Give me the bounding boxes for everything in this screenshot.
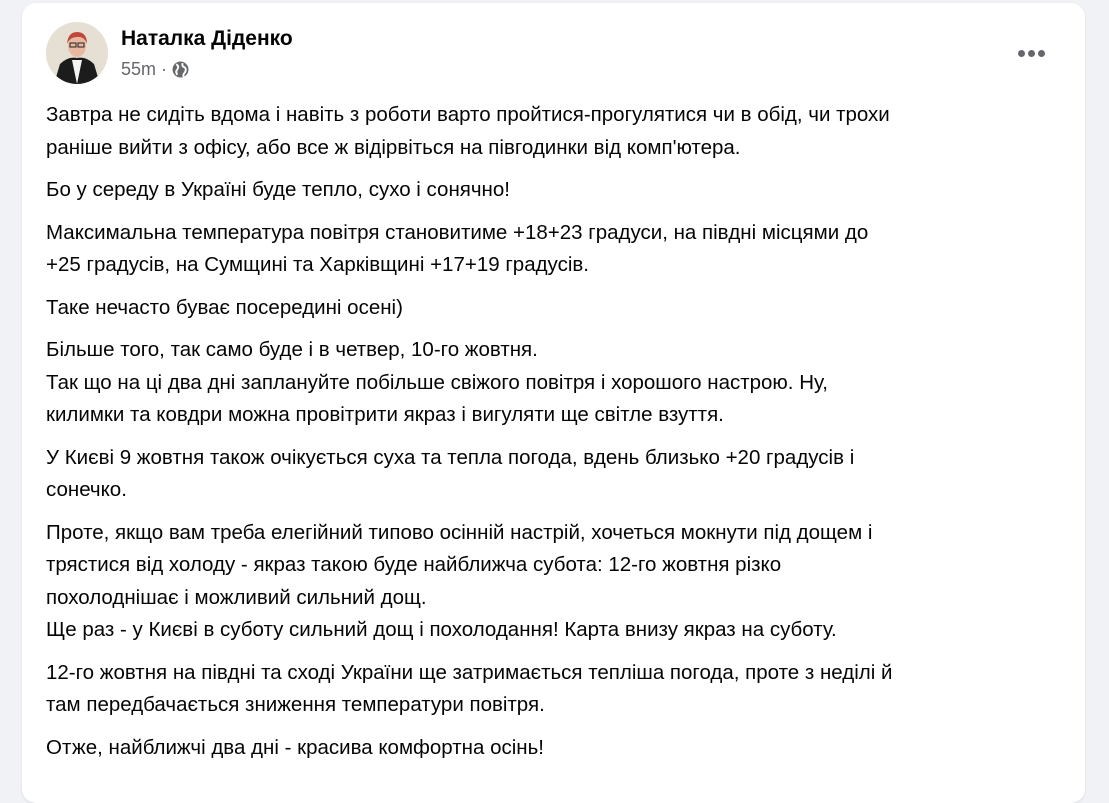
post-time[interactable]: 55m (121, 59, 157, 79)
post-paragraph: У Києві 9 жовтня також очікується суха та тепла погода, вдень близько +20 градусів і сонечко. (46, 445, 855, 501)
more-icon (1038, 50, 1045, 57)
post-paragraph: Проте, якщо вам треба елегійний типово осінній настрій, хочеться мокнути під дощем і трястися від холоду - якраз такою буде найближча субота: 12-го жовтня різко похолоднішає і можливий сильний дощ. Ще раз - у Києві в суботу сильний дощ і похолодання! Карта внизу якраз на суботу. (46, 520, 873, 641)
post-text (46, 99, 1066, 774)
avatar-photo (46, 22, 108, 84)
post-paragraph: Максимальна температура повітря становитиме +18+23 градуси, на півдні місцями до +25 градусів, на Сумщині та Харківщині +17+19 градусів. (46, 220, 869, 276)
more-options-button[interactable] (1014, 41, 1048, 65)
post-card (22, 3, 1085, 803)
post-paragraph: Завтра не сидіть вдома і навіть з роботи варто пройтися-прогулятися чи в обід, чи трохи раніше вийти з офісу, або все ж відірвіться на півгодинки від комп'ютера. (46, 103, 890, 159)
author-name[interactable]: Наталка Діденко (121, 27, 293, 50)
post-paragraph: Більше того, так само буде і в четвер, 10-го жовтня. Так що на ці два дні заплануйте побільше свіжого повітря і хорошого настрою. Ну, килимки та ковдри можна провітрити якраз і вигуляти ще світле взуття. (46, 338, 828, 426)
more-icon (1028, 50, 1035, 57)
post-paragraph: Отже, найближчі два дні - красива комфортна осінь! (46, 735, 544, 759)
more-icon (1018, 50, 1025, 57)
post-meta (121, 59, 189, 80)
meta-separator: · (161, 59, 168, 79)
post-paragraph: Таке нечасто буває посередині осені) (46, 295, 403, 319)
author-avatar[interactable] (46, 22, 108, 84)
post-paragraph: 12-го жовтня на півдні та сході України ще затримається тепліша погода, проте з неділі й там передбачається зниження температури повітря. (46, 660, 893, 716)
globe-icon (172, 61, 189, 78)
post-paragraph: Бо у середу в Україні буде тепло, сухо і сонячно! (46, 178, 510, 201)
